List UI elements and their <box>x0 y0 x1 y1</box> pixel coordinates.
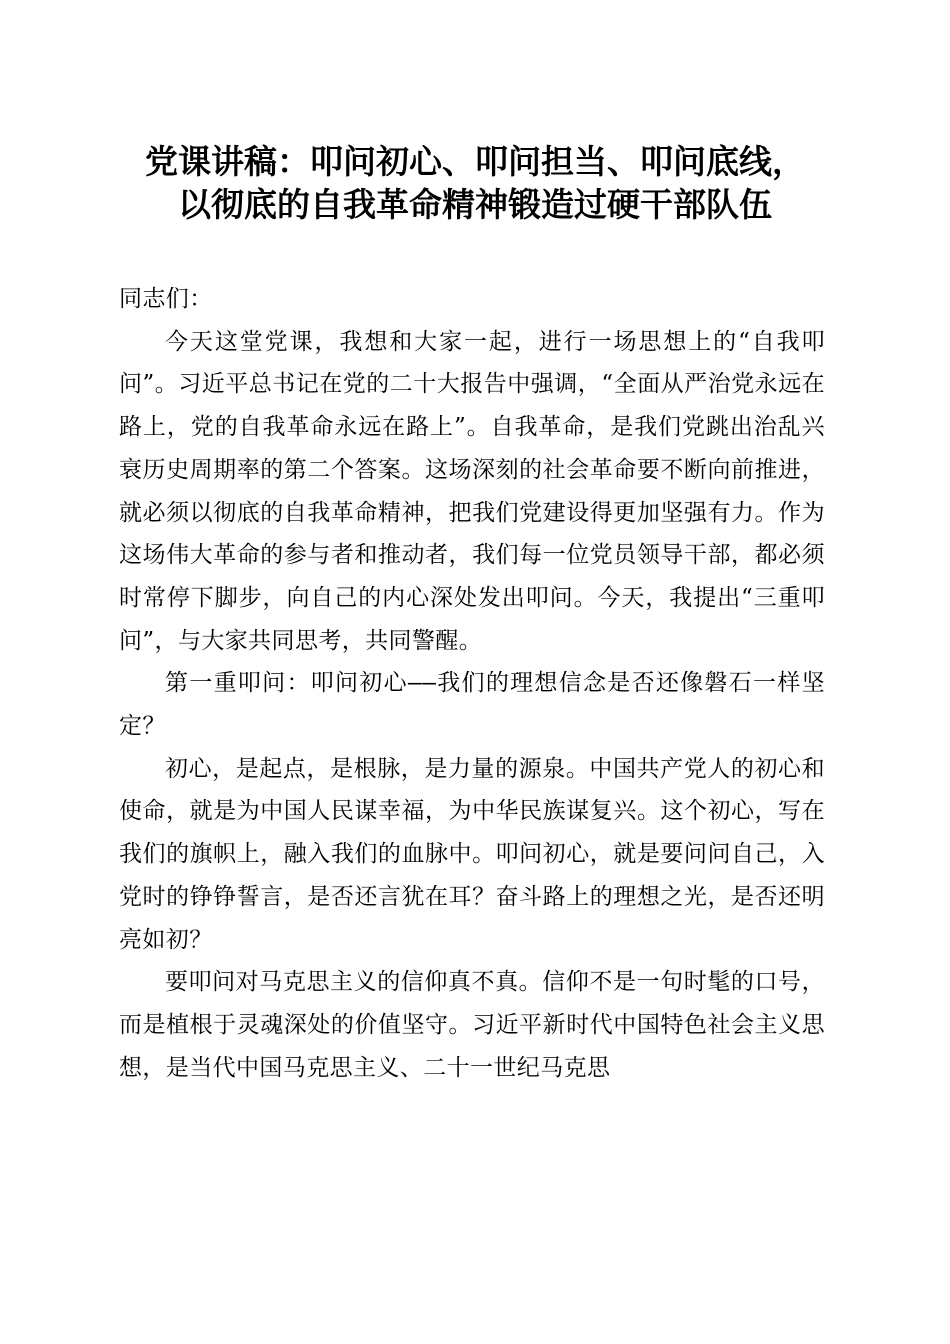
paragraph-faith-in-marxism: 要叩问对马克思主义的信仰真不真。信仰不是一句时髦的口号，而是植根于灵魂深处的价值坚守。习近平新时代中国特色社会主义思想，是当代中国马克思主义、二十一世纪马克思 <box>119 969 825 1081</box>
paragraph-intro: 今天这堂党课，我想和大家一起，进行一场思想上的“自我叩问”。习近平总书记在党的二十大报告中强调，“全面从严治党永远在路上，党的自我革命永远在路上”。自我革命，是我们党跳出治乱兴衰历史周期率的第二个答案。这场深刻的社会革命要不断向前推进，就必须以彻底的自我革命精神，把我们党建设得更加坚强有力。作为这场伟大革命的参与者和推动者，我们每一位党员领导干部，都必须时常停下脚步，向自己的内心深处发出叩问。今天，我提出“三重叩问”，与大家共同思考，共同警醒。 <box>119 328 825 654</box>
section-heading-first-inquiry: 第一重叩问：叩问初心——我们的理想信念是否还像磐石一样坚定？ <box>119 670 825 740</box>
document-title-line-1: 党课讲稿：叩问初心、叩问担当、叩问底线， <box>145 142 805 181</box>
document-body <box>119 278 825 1089</box>
salutation: 同志们： <box>119 286 213 312</box>
paragraph-original-aspiration: 初心，是起点，是根脉，是力量的源泉。中国共产党人的初心和使命，就是为中国人民谋幸福，为中华民族谋复兴。这个初心，写在我们的旗帜上，融入我们的血脉中。叩问初心，就是要问问自己，入党时的铮铮誓言，是否还言犹在耳？奋斗路上的理想之光，是否还明亮如初？ <box>119 755 825 953</box>
document-title-line-2: 以彻底的自我革命精神锻造过硬干部队伍 <box>178 185 772 224</box>
